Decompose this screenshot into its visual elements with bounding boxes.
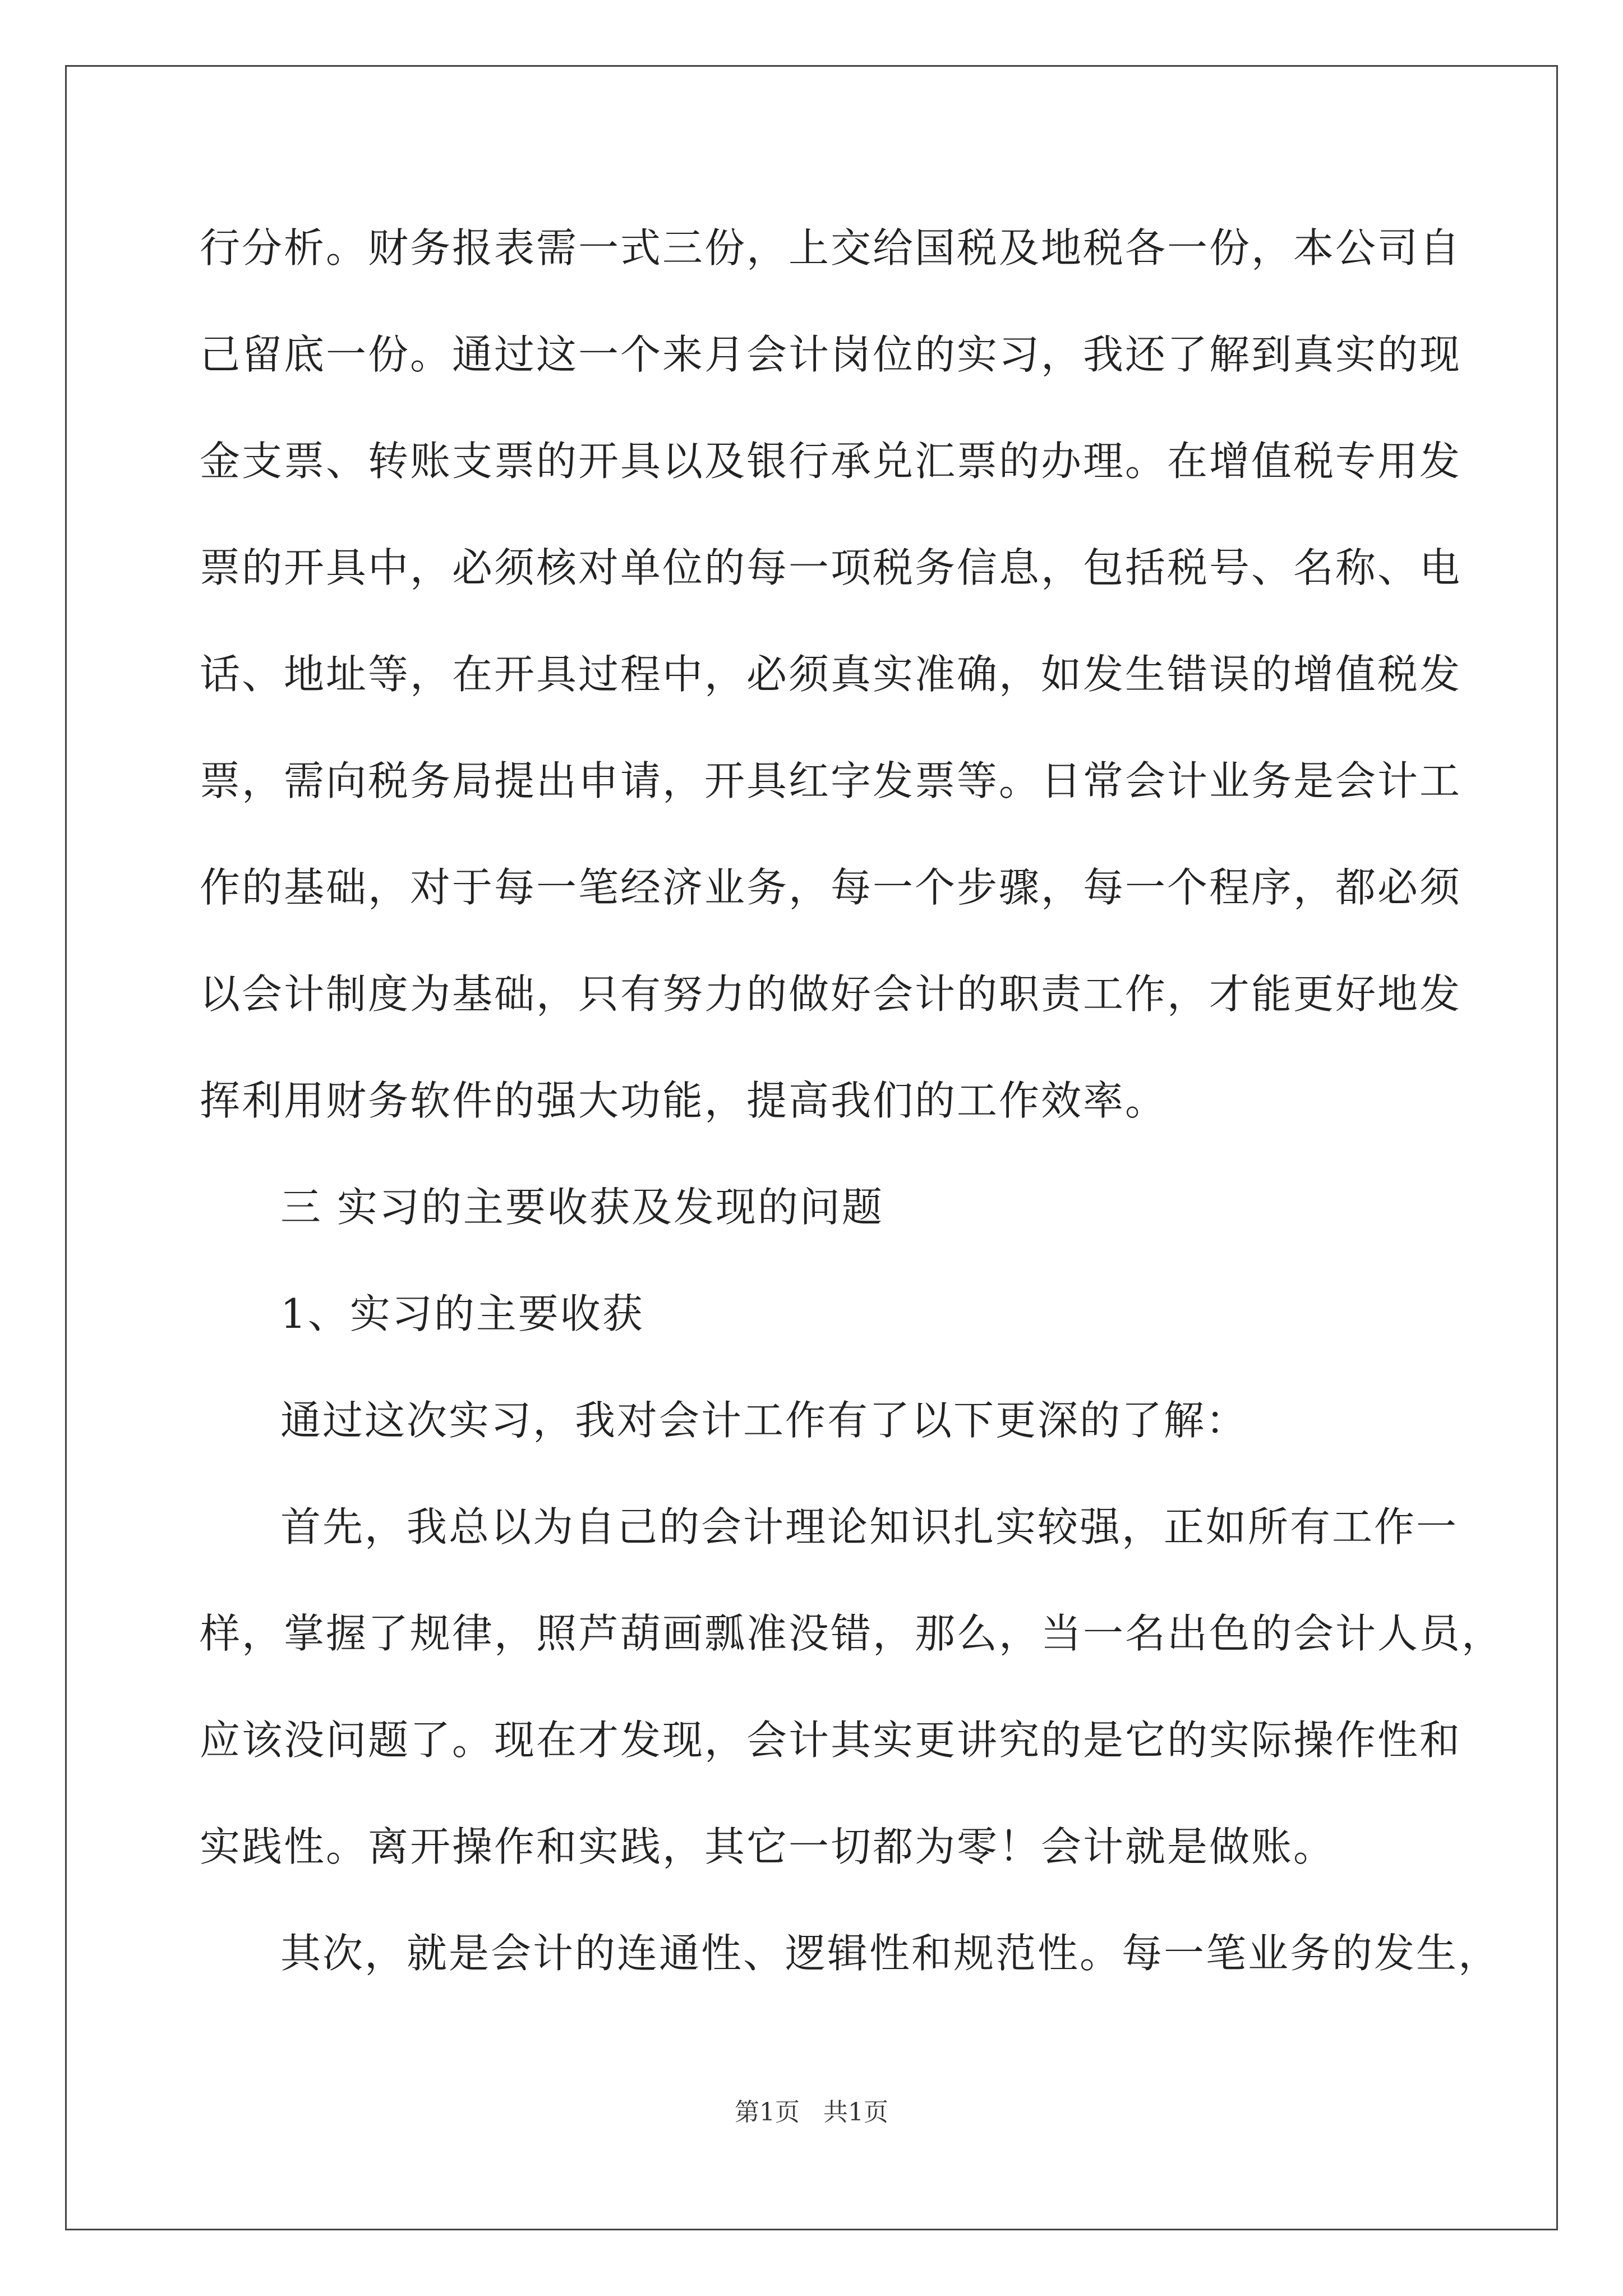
body-line: 作的基础，对于每一笔经济业务，每一个步骤，每一个程序，都必须 <box>200 864 1462 911</box>
page-total: 共1页 <box>823 2098 888 2127</box>
body-line: 票，需向税务局提出申请，开具红字发票等。日常会计业务是会计工 <box>200 757 1462 804</box>
body-line: 通过这次实习，我对会计工作有了以下更深的了解： <box>280 1397 1248 1444</box>
page-frame <box>65 65 1558 2230</box>
body-line: 挥利用财务软件的强大功能，提高我们的工作效率。 <box>200 1077 1168 1124</box>
page-number: 第1页 <box>735 2098 800 2127</box>
body-line: 实践性。离开操作和实践，其它一切都为零！会计就是做账。 <box>200 1823 1336 1870</box>
body-line: 话、地址等，在开具过程中，必须真实准确，如发生错误的增值税发 <box>200 651 1462 698</box>
body-line: 其次，就是会计的连通性、逻辑性和规范性。每一笔业务的发生， <box>280 1930 1501 1977</box>
body-line: 票的开具中，必须核对单位的每一项税务信息，包括税号、名称、电 <box>200 544 1462 591</box>
body-line: 首先，我总以为自己的会计理论知识扎实较强，正如所有工作一 <box>280 1503 1459 1550</box>
subsection-heading: 1、实习的主要收获 <box>280 1290 644 1337</box>
body-line: 行分析。财务报表需一式三份，上交给国税及地税各一份，本公司自 <box>200 224 1462 272</box>
body-line: 样，掌握了规律，照芦葫画瓢准没错，那么，当一名出色的会计人员， <box>200 1610 1504 1657</box>
page-footer <box>0 2097 1623 2128</box>
body-line: 己留底一份。通过这一个来月会计岗位的实习，我还了解到真实的现 <box>200 331 1462 378</box>
body-line: 金支票、转账支票的开具以及银行承兑汇票的办理。在增值税专用发 <box>200 438 1462 485</box>
body-line: 以会计制度为基础，只有努力的做好会计的职责工作，才能更好地发 <box>200 970 1462 1018</box>
body-line: 应该没问题了。现在才发现，会计其实更讲究的是它的实际操作性和 <box>200 1717 1462 1764</box>
section-heading: 三 实习的主要收获及发现的问题 <box>280 1184 884 1231</box>
